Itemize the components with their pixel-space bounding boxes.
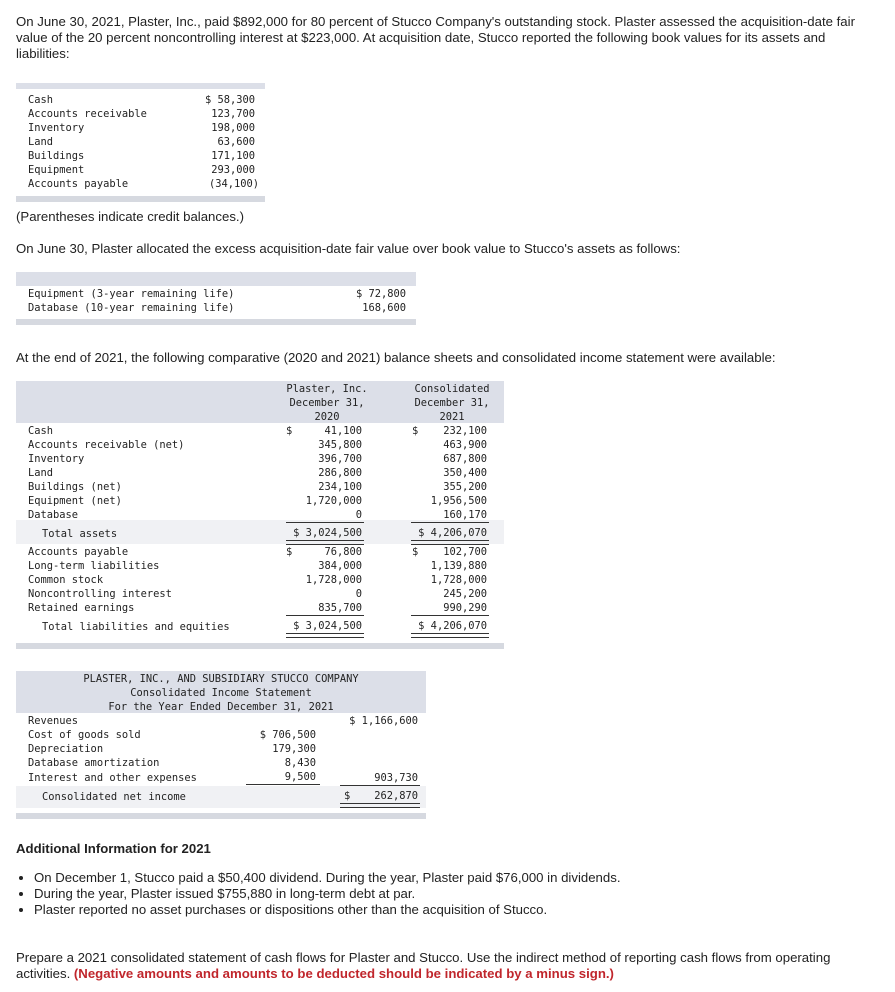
book-value: 293,000 bbox=[211, 164, 255, 176]
is-total-v2: 262,870 bbox=[374, 790, 418, 802]
bs-v1: 234,100 bbox=[318, 481, 362, 493]
bs-col2-header-line3: 2021 bbox=[439, 411, 465, 423]
bs-dollar1: $ bbox=[286, 546, 293, 558]
bs-v2: 687,800 bbox=[443, 453, 487, 465]
bs-total-v2: $ 4,206,070 bbox=[418, 527, 487, 539]
instruction-emphasis: (Negative amounts and amounts to be deducted should be indicated by a minus sign.) bbox=[73, 966, 614, 981]
book-value: 63,600 bbox=[217, 136, 255, 148]
bs-col2-header-line1: Consolidated bbox=[414, 383, 490, 395]
bs-col1-header-line2: December 31, bbox=[289, 397, 365, 409]
additional-list bbox=[16, 870, 620, 918]
bs-dollar2: $ bbox=[412, 425, 419, 437]
is-title-line3: For the Year Ended December 31, 2021 bbox=[108, 701, 334, 713]
bs-v1: 835,700 bbox=[318, 602, 362, 614]
is-underline bbox=[246, 784, 320, 785]
book-label: Inventory bbox=[28, 122, 85, 134]
is-v2: $ 1,166,600 bbox=[349, 715, 418, 727]
is-v1: 9,500 bbox=[284, 771, 316, 783]
book-label: Equipment bbox=[28, 164, 85, 176]
bs-v2: 102,700 bbox=[443, 546, 487, 558]
allocation-label: Equipment (3-year remaining life) bbox=[28, 288, 235, 300]
book-label: Accounts payable bbox=[28, 178, 129, 190]
bs-label: Database bbox=[28, 509, 79, 521]
bs-v2: 350,400 bbox=[443, 467, 487, 479]
bs-v1: 1,720,000 bbox=[305, 495, 362, 507]
bs-underline bbox=[411, 522, 489, 523]
allocation-bottom-bar bbox=[16, 319, 416, 325]
bs-col1-header-line1: Plaster, Inc. bbox=[286, 383, 368, 395]
bs-underline bbox=[411, 615, 489, 616]
bs-v2: 1,139,880 bbox=[430, 560, 487, 572]
is-dollar2: $ bbox=[344, 790, 351, 802]
is-total-label: Consolidated net income bbox=[42, 791, 186, 803]
bs-label: Long-term liabilities bbox=[28, 560, 160, 572]
is-label: Interest and other expenses bbox=[28, 772, 197, 784]
book-values-header-bar bbox=[16, 83, 265, 89]
allocation-value: 168,600 bbox=[362, 302, 406, 314]
bs-label: Equipment (net) bbox=[28, 495, 122, 507]
bs-v1: 345,800 bbox=[318, 439, 362, 451]
bs-label: Inventory bbox=[28, 453, 85, 465]
bs-total-label: Total assets bbox=[42, 528, 118, 540]
allocation-label: Database (10-year remaining life) bbox=[28, 302, 235, 314]
book-value: 171,100 bbox=[211, 150, 255, 162]
balance-sheet-bottom-bar bbox=[16, 643, 504, 649]
bs-v2: 232,100 bbox=[443, 425, 487, 437]
is-double-underline bbox=[340, 803, 420, 808]
book-label: Cash bbox=[28, 94, 54, 106]
instruction-paragraph bbox=[16, 950, 846, 982]
bs-v1: 0 bbox=[355, 509, 362, 521]
bs-double-underline bbox=[411, 633, 489, 638]
bs-v1: 1,728,000 bbox=[305, 574, 362, 586]
bs-label: Noncontrolling interest bbox=[28, 588, 172, 600]
bs-total-v1: $ 3,024,500 bbox=[293, 527, 362, 539]
bs-underline bbox=[286, 522, 364, 523]
book-label: Buildings bbox=[28, 150, 85, 162]
is-title-line2: Consolidated Income Statement bbox=[130, 687, 312, 699]
book-value: 198,000 bbox=[211, 122, 255, 134]
comparative-intro: At the end of 2021, the following comparative (2020 and 2021) balance sheets and consolidated income statement were available: bbox=[16, 350, 776, 365]
bs-v1: 41,100 bbox=[324, 425, 362, 437]
is-v1: $ 706,500 bbox=[259, 729, 316, 741]
bs-col2-header-line2: December 31, bbox=[414, 397, 490, 409]
additional-bullet: • During the year, Plaster issued $755,880 in long-term debt at par. bbox=[34, 886, 620, 902]
allocation-value: $ 72,800 bbox=[355, 288, 406, 300]
bs-label: Accounts payable bbox=[28, 546, 129, 558]
bs-label: Land bbox=[28, 467, 54, 479]
is-v1: 8,430 bbox=[284, 757, 316, 769]
bs-v1: 384,000 bbox=[318, 560, 362, 572]
bs-v1: 286,800 bbox=[318, 467, 362, 479]
bs-v2: 990,290 bbox=[443, 602, 487, 614]
is-v2: 903,730 bbox=[374, 772, 418, 784]
bs-v2: 1,728,000 bbox=[430, 574, 487, 586]
bs-dollar1: $ bbox=[286, 425, 293, 437]
bs-total-label: Total liabilities and equities bbox=[42, 621, 230, 633]
additional-bullet: • Plaster reported no asset purchases or dispositions other than the acquisition of Stucco. bbox=[34, 902, 620, 918]
is-label: Database amortization bbox=[28, 757, 160, 769]
paren-note: (Parentheses indicate credit balances.) bbox=[16, 209, 244, 224]
bs-v2: 463,900 bbox=[443, 439, 487, 451]
additional-bullet: • On December 1, Stucco paid a $50,400 dividend. During the year, Plaster paid $76,000 in dividends. bbox=[34, 870, 620, 886]
bs-label: Retained earnings bbox=[28, 602, 135, 614]
bs-label: Accounts receivable (net) bbox=[28, 439, 185, 451]
book-value: (34,100) bbox=[208, 178, 259, 190]
is-label: Revenues bbox=[28, 715, 79, 727]
intro-paragraph: On June 30, 2021, Plaster, Inc., paid $892,000 for 80 percent of Stucco Company's outstanding stock. Plaster assessed the acquisition-date fair value of the 20 percent noncontrolling interest at $223,000. At acquisition date, Stucco reported the following book values for its assets and liabilities: bbox=[16, 14, 855, 61]
is-title-line1: PLASTER, INC., AND SUBSIDIARY STUCCO COMPANY bbox=[83, 673, 359, 685]
book-label: Accounts receivable bbox=[28, 108, 147, 120]
bs-label: Common stock bbox=[28, 574, 104, 586]
bs-v1: 396,700 bbox=[318, 453, 362, 465]
bs-v2: 245,200 bbox=[443, 588, 487, 600]
bs-v2: 1,956,500 bbox=[430, 495, 487, 507]
allocation-intro: On June 30, Plaster allocated the excess acquisition-date fair value over book value to Stucco's assets as follows: bbox=[16, 241, 681, 256]
instruction-text: Prepare a 2021 consolidated statement of cash flows for Plaster and Stucco. Use the indirect method of reporting cash flows from operating activities. bbox=[16, 950, 831, 981]
income-statement-bottom-bar bbox=[16, 813, 426, 819]
bs-label: Buildings (net) bbox=[28, 481, 122, 493]
book-label: Land bbox=[28, 136, 54, 148]
is-label: Depreciation bbox=[28, 743, 104, 755]
bs-dollar2: $ bbox=[412, 546, 419, 558]
bs-double-underline bbox=[286, 633, 364, 638]
book-value: $ 58,300 bbox=[204, 94, 255, 106]
bs-total-v1: $ 3,024,500 bbox=[293, 620, 362, 632]
allocation-header-bar bbox=[16, 272, 416, 286]
is-underline bbox=[340, 785, 420, 786]
bs-label: Cash bbox=[28, 425, 54, 437]
bs-underline bbox=[286, 615, 364, 616]
bs-v1: 0 bbox=[355, 588, 362, 600]
bs-total-v2: $ 4,206,070 bbox=[418, 620, 487, 632]
is-v1: 179,300 bbox=[272, 743, 316, 755]
book-value: 123,700 bbox=[211, 108, 255, 120]
bs-col1-header-line3: 2020 bbox=[314, 411, 340, 423]
additional-heading: Additional Information for 2021 bbox=[16, 841, 211, 856]
bs-v2: 355,200 bbox=[443, 481, 487, 493]
is-label: Cost of goods sold bbox=[28, 729, 141, 741]
bs-v2: 160,170 bbox=[443, 509, 487, 521]
book-values-bottom-bar bbox=[16, 196, 265, 202]
bs-v1: 76,800 bbox=[324, 546, 362, 558]
